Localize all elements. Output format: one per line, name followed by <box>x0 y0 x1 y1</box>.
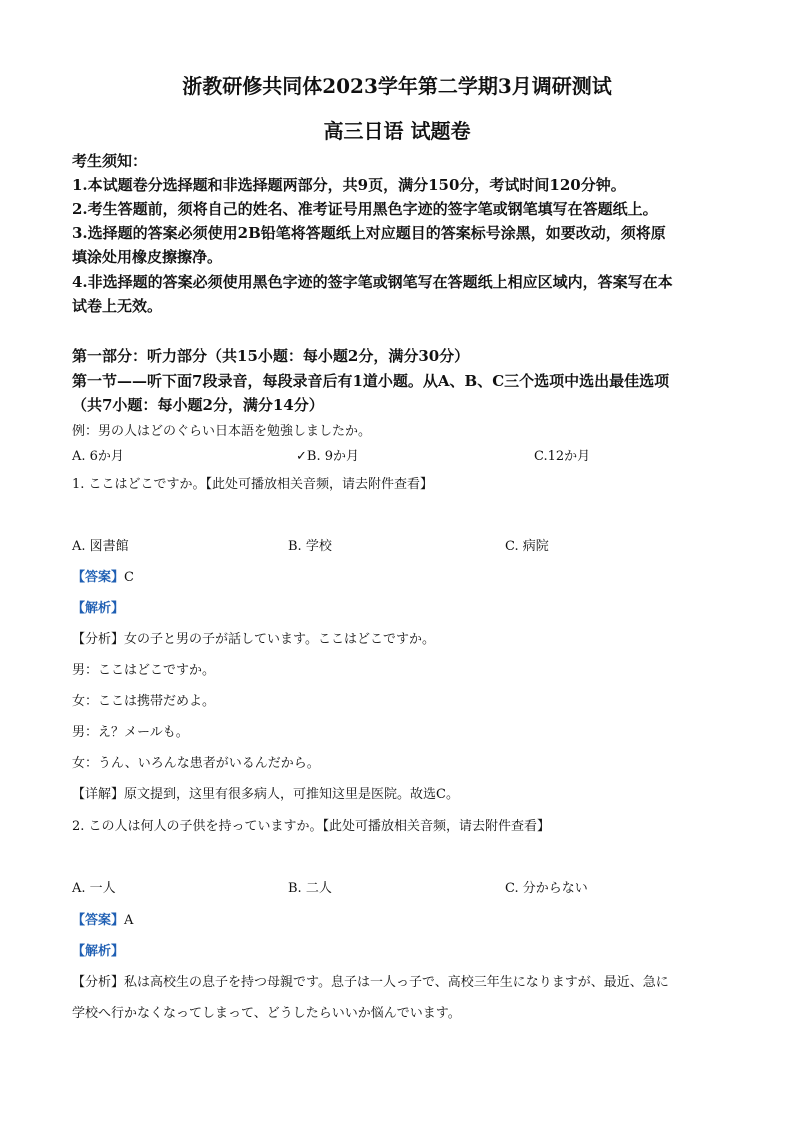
q2-fenxi <box>72 971 669 990</box>
q1-answer <box>72 566 134 585</box>
notice-item: 2.考生答题前，须将自己的姓名、准考证号用黑色字迹的签字笔或钢笔填写在答题纸上。 <box>72 200 658 218</box>
example-question: 例：男の人はどのぐらい日本語を勉強しましたか。 <box>72 424 372 439</box>
q1-fenxi <box>72 628 435 647</box>
q1-detail <box>72 783 459 802</box>
q1-option-b: B. 学校 <box>288 539 332 554</box>
part1-heading: 第一部分：听力部分（共15小题：每小题2分，满分30分） <box>72 347 470 365</box>
fenxi-text-continued: 学校へ行かなくなってしまって、どうしたらいいか悩んでいます。 <box>72 1006 461 1021</box>
notice-item: 3.选择题的答案必须使用2B铅笔将答题纸上对应题目的答案标号涂黑，如要改动，须将原 <box>72 224 666 242</box>
dialogue-line: 男：え？メールも。 <box>72 725 189 740</box>
example-option-b: ✓B. 9か月 <box>296 449 359 464</box>
q2-option-a: A. 一人 <box>72 881 116 896</box>
notice-item: 4.非选择题的答案必须使用黑色字迹的签字笔或钢笔写在答题纸上相应区域内，答案写在本 <box>72 273 673 291</box>
section-instruction: （共7小题：每小题2分，满分14分） <box>72 396 324 414</box>
q1-option-c: C. 病院 <box>505 539 549 554</box>
answer-tag: 【答案】 <box>72 913 125 928</box>
answer-value: C <box>124 570 134 585</box>
analysis-tag: 【解析】 <box>72 601 125 616</box>
fenxi-text: 女の子と男の子が話しています。ここはどこですか。 <box>124 632 435 647</box>
fenxi-tag: 【分析】 <box>72 632 125 647</box>
fenxi-tag: 【分析】 <box>72 975 125 990</box>
notice-item: 试卷上无效。 <box>72 297 163 315</box>
question-2: 2. この人は何人の子供を持っていますか。【此处可播放相关音频，请去附件查看】 <box>72 819 551 834</box>
dialogue-line: 女：ここは携帯だめよ。 <box>72 694 216 709</box>
section-instruction: 第一节——听下面7段录音，每段录音后有1道小题。从A、B、C三个选项中选出最佳选项 <box>72 372 670 390</box>
q2-answer <box>72 909 133 928</box>
question-1: 1. ここはどこですか。【此处可播放相关音频，请去附件查看】 <box>72 477 434 492</box>
q2-analysis <box>72 940 124 959</box>
q2-option-b: B. 二人 <box>288 881 332 896</box>
example-option-a: A. 6か月 <box>72 449 124 464</box>
detail-text: 原文提到，这里有很多病人，可推知这里是医院。故选C。 <box>124 787 459 802</box>
notice-item: 1.本试题卷分选择题和非选择题两部分，共9页，满分150分，考试时间120分钟。 <box>72 176 626 194</box>
detail-tag: 【详解】 <box>72 787 125 802</box>
example-option-c: C.12か月 <box>534 449 591 464</box>
answer-tag: 【答案】 <box>72 570 125 585</box>
dialogue-line: 女：うん、いろんな患者がいるんだから。 <box>72 756 320 771</box>
dialogue-line: 男：ここはどこですか。 <box>72 663 216 678</box>
exam-title: 浙教研修共同体2023学年第二学期3月调研测试 <box>182 74 612 98</box>
answer-value: A <box>124 913 134 928</box>
q1-analysis <box>72 597 124 616</box>
notice-item: 填涂处用橡皮擦擦净。 <box>72 248 223 266</box>
q2-option-c: C. 分からない <box>505 881 588 896</box>
fenxi-text: 私は高校生の息子を持つ母親です。息子は一人っ子で、高校三年生になりますが、最近、急に <box>124 975 669 990</box>
q1-option-a: A. 図書館 <box>72 539 129 554</box>
notice-heading: 考生须知： <box>72 152 148 170</box>
analysis-tag: 【解析】 <box>72 944 125 959</box>
exam-subtitle: 高三日语 试题卷 <box>323 119 471 143</box>
